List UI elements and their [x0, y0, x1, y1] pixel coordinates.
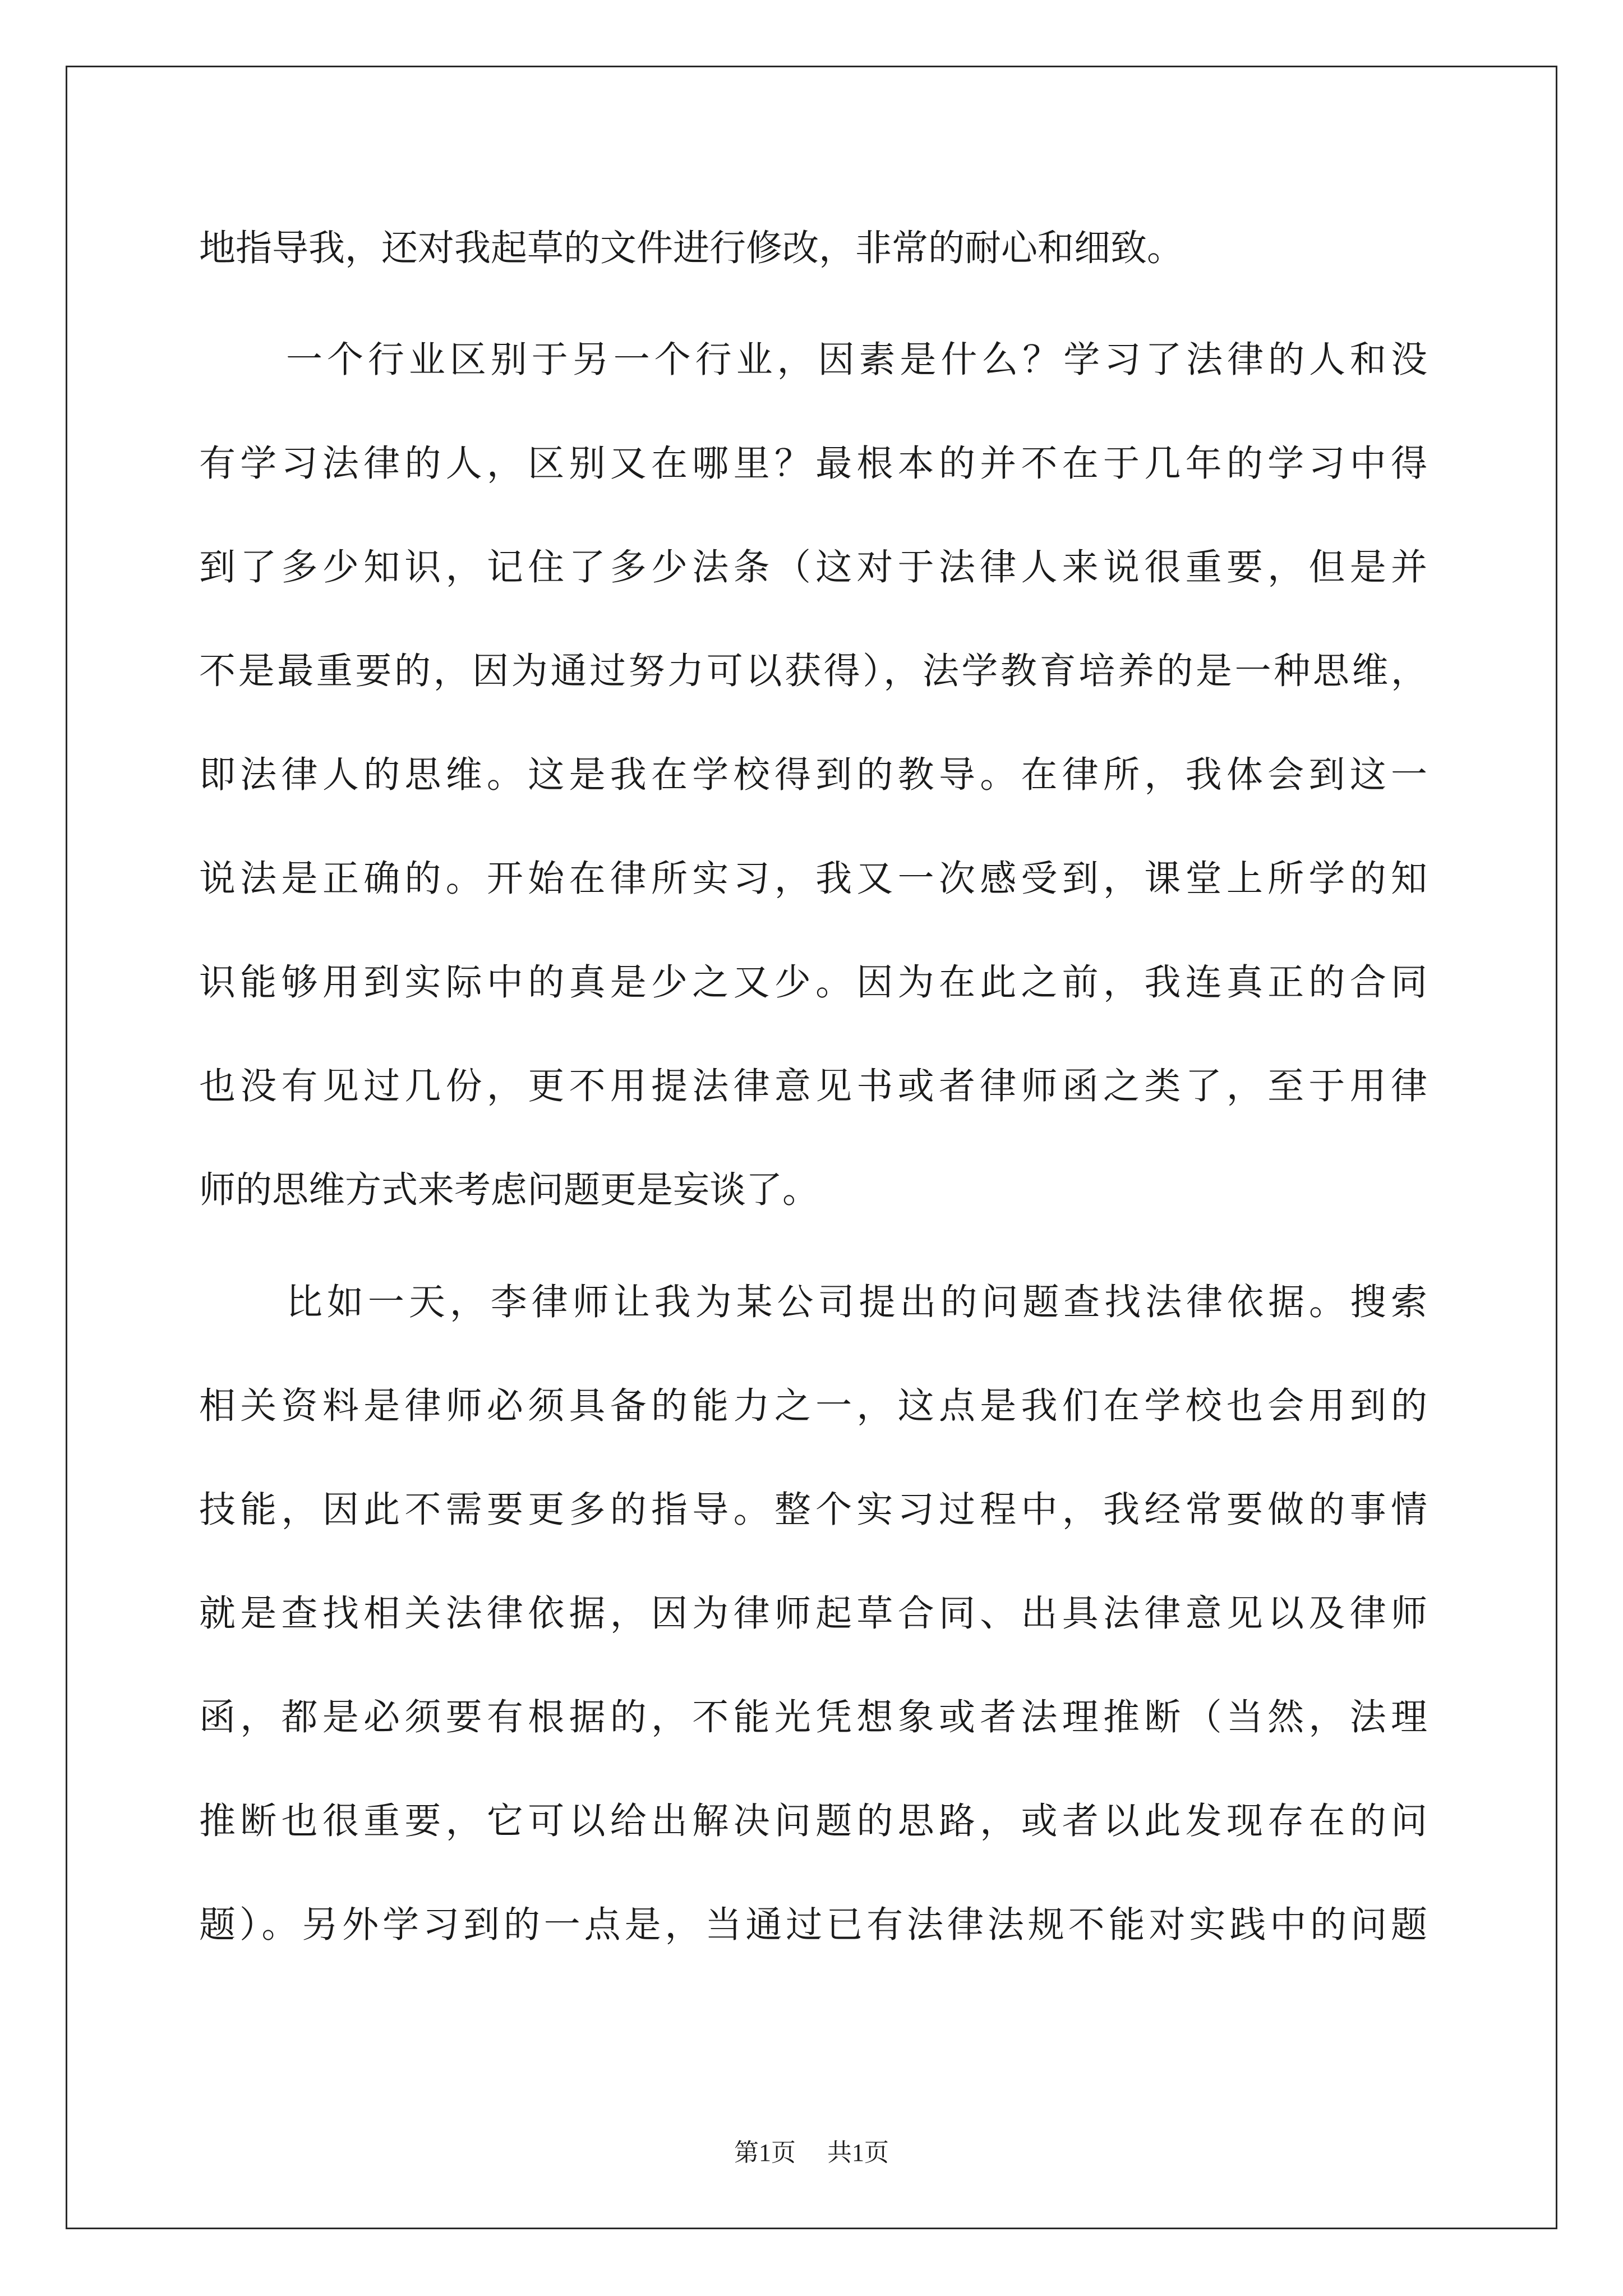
page-number-total: 共1页 [827, 2139, 889, 2166]
text-line: 即法律人的思维。这是我在学校得到的教导。在律所，我体会到这一 [199, 754, 1427, 796]
text-line: 技能，因此不需要更多的指导。整个实习过程中，我经常要做的事情 [199, 1489, 1427, 1531]
text-line: 地指导我，还对我起草的文件进行修改，非常的耐心和细致。 [199, 227, 1184, 269]
text-line: 就是查找相关法律依据，因为律师起草合同、出具法律意见以及律师 [199, 1593, 1427, 1635]
text-line: 师的思维方式来考虑问题更是妄谈了。 [199, 1169, 819, 1211]
text-line: 不是最重要的，因为通过努力可以获得），法学教育培养的是一种思维， [199, 650, 1427, 692]
text-line: 函，都是必须要有根据的，不能光凭想象或者法理推断（当然，法理 [199, 1696, 1427, 1738]
paragraph-start-line: 一个行业区别于另一个行业，因素是什么？学习了法律的人和没 [286, 339, 1427, 381]
text-line: 相关资料是律师必须具备的能力之一，这点是我们在学校也会用到的 [199, 1385, 1427, 1427]
text-line: 到了多少知识，记住了多少法条（这对于法律人来说很重要，但是并 [199, 546, 1427, 588]
text-line: 说法是正确的。开始在律所实习，我又一次感受到，课堂上所学的知 [199, 858, 1427, 900]
page-number-current: 第1页 [734, 2139, 796, 2166]
text-line: 推断也很重要，它可以给出解决问题的思路，或者以此发现存在的问 [199, 1800, 1427, 1842]
text-line: 识能够用到实际中的真是少之又少。因为在此之前，我连真正的合同 [199, 961, 1427, 1004]
text-line: 有学习法律的人，区别又在哪里？最根本的并不在于几年的学习中得 [199, 443, 1427, 485]
paragraph-start-line: 比如一天，李律师让我为某公司提出的问题查找法律依据。搜索 [286, 1281, 1427, 1323]
page-footer [0, 2136, 1623, 2170]
text-line: 也没有见过几份，更不用提法律意见书或者律师函之类了，至于用律 [199, 1065, 1427, 1107]
text-line: 题）。另外学习到的一点是，当通过已有法律法规不能对实践中的问题 [199, 1904, 1427, 1946]
